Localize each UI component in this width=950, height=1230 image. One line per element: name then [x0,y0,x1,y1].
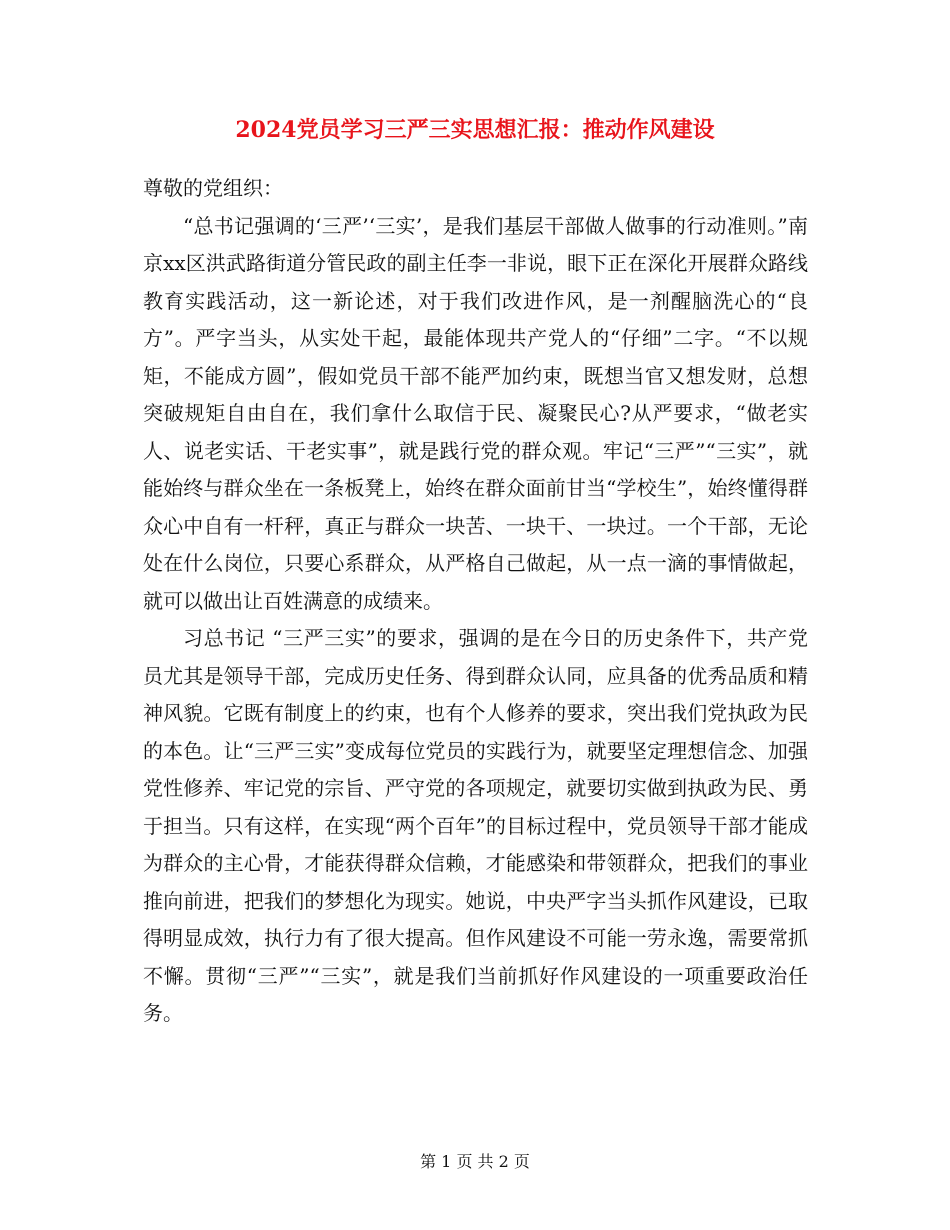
document-title: 2024党员学习三严三实思想汇报：推动作风建设 [235,117,715,143]
paragraph-1: “总书记强调的‘三严’‘三实’，是我们基层干部做人做事的行动准则。”南京xx区洪武路街道分管民政的副主任李一非说，眼下正在深化开展群众路线教育实践活动，这一新论述，对于我们改进作风，是一剂醒脑洗心的“良方”。严字当头，从实处干起，最能体现共产党人的“仔细”二字。“不以规矩，不能成方圆”，假如党员干部不能严加约束，既想当官又想发财，总想突破规矩自由自在，我们拿什么取信于民、凝聚民心?从严要求，“做老实人、说老实话、干老实事”，就是践行党的群众观。牢记“三严”“三实”，就能始终与群众坐在一条板凳上，始终在群众面前甘当“学校生”，始终懂得群众心中自有一杆秤，真正与群众一块苦、一块干、一块过。一个干部，无论处在什么岗位，只要心系群众，从严格自己做起，从一点一滴的事情做起，就可以做出让百姓满意的成绩来。 [143,213,808,613]
salutation: 尊敬的党组织： [143,176,283,200]
paragraph-2: 习总书记 “三严三实”的要求，强调的是在今日的历史条件下，共产党员尤其是领导干部，完成历史任务、得到群众认同，应具备的优秀品质和精神风貌。它既有制度上的约束，也有个人修养的要求，突出我们党执政为民的本色。让“三严三实”变成每位党员的实践行为，就要坚定理想信念、加强党性修养、牢记党的宗旨、严守党的各项规定，就要切实做到执政为民、勇于担当。只有这样，在实现“两个百年”的目标过程中，党员领导干部才能成为群众的主心骨，才能获得群众信赖，才能感染和带领群众，把我们的事业推向前进，把我们的梦想化为现实。她说，中央严字当头抓作风建设，已取得明显成效，执行力有了很大提高。但作风建设不可能一劳永逸，需要常抓不懈。贯彻“三严”“三实”，就是我们当前抓好作风建设的一项重要政治任务。 [143,626,808,1025]
document-body [143,170,808,1033]
page-indicator: 第 1 页 共 2 页 [420,1152,530,1171]
